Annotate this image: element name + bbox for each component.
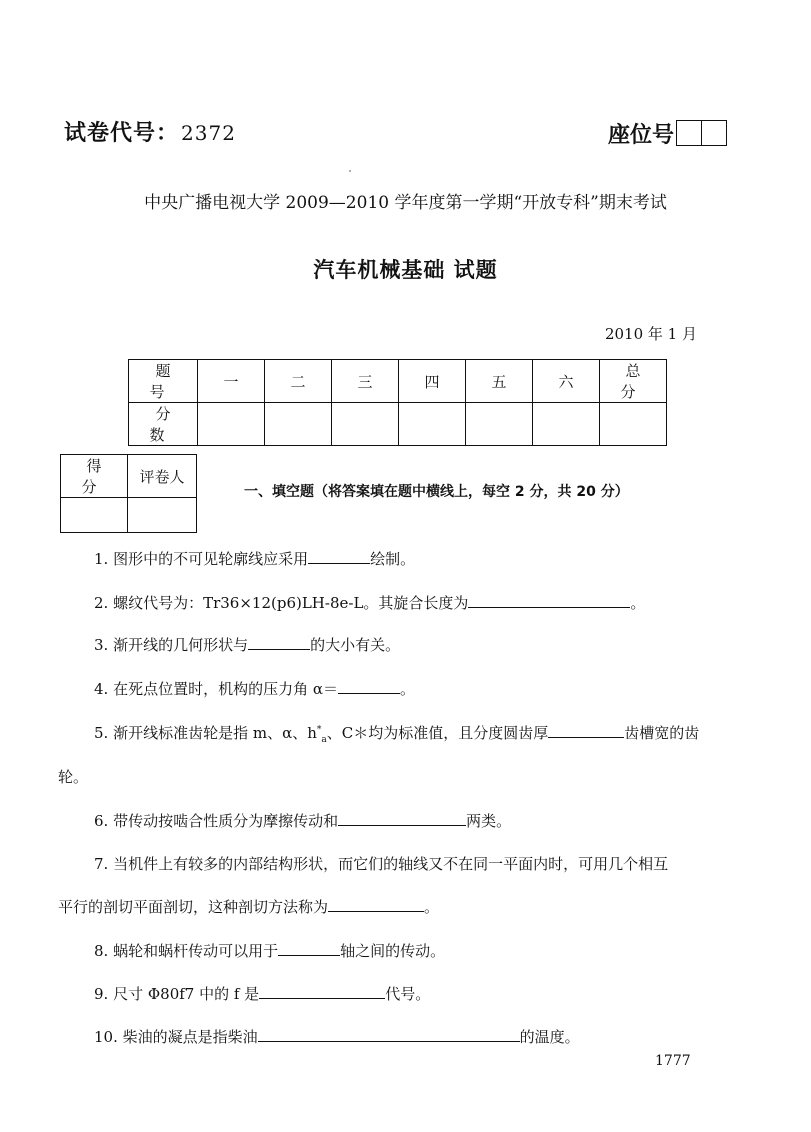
score-cell: 三 xyxy=(332,360,399,403)
question-7-continued xyxy=(58,896,439,917)
question-text: 2. 螺纹代号为：Tr36×12(p6)LH-8e-L。其旋合长度为 xyxy=(94,594,469,612)
grader-name-cell xyxy=(128,498,197,533)
exam-date: 2010 年 1 月 xyxy=(604,325,697,343)
question-text: 6. 带传动按啮合性质分为摩擦传动和 xyxy=(94,812,339,830)
grader-name-label: 评卷人 xyxy=(128,455,197,498)
answer-blank xyxy=(338,811,466,826)
question-text: 4. 在死点位置时，机构的压力角 α＝ xyxy=(94,680,338,698)
answer-blank xyxy=(468,593,630,608)
score-cell-empty xyxy=(198,403,265,446)
score-cell-empty xyxy=(466,403,533,446)
score-cell: 总 分 xyxy=(600,360,667,403)
grader-score-cell xyxy=(61,498,128,533)
question-text: 齿槽宽的齿 xyxy=(624,724,700,742)
question-4 xyxy=(94,678,415,699)
score-table-header-row xyxy=(129,360,667,403)
paper-code xyxy=(64,116,236,147)
question-6 xyxy=(94,810,511,831)
score-table xyxy=(128,359,667,446)
answer-blank xyxy=(258,1027,520,1042)
question-text: 。 xyxy=(399,680,415,698)
question-text: 1. 图形中的不可见轮廓线应采用 xyxy=(94,550,309,568)
grader-table-body xyxy=(61,498,197,533)
question-2 xyxy=(94,592,645,613)
subject-title: 汽车机械基础 试题 xyxy=(313,258,498,282)
score-cell: 五 xyxy=(466,360,533,403)
seat-box xyxy=(702,120,727,146)
question-10 xyxy=(94,1026,580,1047)
score-cell: 二 xyxy=(265,360,332,403)
question-text: 。 xyxy=(630,594,646,612)
question-text: 8. 蜗轮和蜗杆传动可以用于 xyxy=(94,942,279,960)
question-5 xyxy=(94,722,699,745)
question-3 xyxy=(94,634,400,655)
question-text: 平行的剖切平面剖切，这种剖切方法称为 xyxy=(58,898,329,916)
grader-table xyxy=(60,454,197,533)
question-text: 。 xyxy=(424,898,440,916)
score-cell: 四 xyxy=(399,360,466,403)
score-cell: 题 号 xyxy=(129,360,198,403)
score-cell: 一 xyxy=(198,360,265,403)
paper-code-label: 试卷代号： xyxy=(64,121,180,146)
question-text: 、C＊均为标准值，且分度圆齿厚 xyxy=(326,724,549,742)
score-cell: 六 xyxy=(533,360,600,403)
answer-blank xyxy=(278,941,340,956)
question-text: 5. 渐开线标准齿轮是指 m、α、h xyxy=(94,724,317,742)
score-cell-empty xyxy=(399,403,466,446)
question-text: 绘制。 xyxy=(370,550,416,568)
score-cell-empty xyxy=(265,403,332,446)
question-text: 9. 尺寸 Φ80f7 中的 f 是 xyxy=(94,985,260,1003)
answer-blank xyxy=(548,723,624,738)
score-table-score-row xyxy=(129,403,667,446)
seat-number-boxes xyxy=(676,120,727,146)
answer-blank xyxy=(259,984,385,999)
question-text: 的温度。 xyxy=(519,1028,580,1046)
speck xyxy=(349,170,351,172)
grader-table-header xyxy=(61,455,197,498)
seat-number-label: 座位号 xyxy=(608,123,675,148)
score-cell: 分 数 xyxy=(129,403,198,446)
seat-box xyxy=(676,120,702,146)
superscript: * xyxy=(316,725,322,735)
question-9 xyxy=(94,983,430,1004)
seat-number xyxy=(608,118,727,149)
question-text: 代号。 xyxy=(385,985,431,1003)
answer-blank xyxy=(248,635,310,650)
question-text: 10. 柴油的凝点是指柴油 xyxy=(94,1028,258,1046)
question-text: 轴之间的传动。 xyxy=(340,942,446,960)
paper-code-number: 2372 xyxy=(181,121,236,145)
page-number: 1777 xyxy=(655,1053,691,1069)
subscript: a xyxy=(321,735,327,745)
exam-title: 中央广播电视大学 2009—2010 学年度第一学期“开放专科”期末考试 xyxy=(144,193,667,213)
question-7: 7. 当机件上有较多的内部结构形状，而它们的轴线又不在同一平面内时，可用几个相互 xyxy=(94,855,669,873)
question-1 xyxy=(94,548,415,569)
answer-blank xyxy=(338,679,400,694)
question-text: 3. 渐开线的几何形状与 xyxy=(94,636,249,654)
question-text: 两类。 xyxy=(466,812,512,830)
answer-blank xyxy=(328,897,424,912)
section-1-title: 一、填空题（将答案填在题中横线上，每空 2 分，共 20 分） xyxy=(244,484,629,500)
score-cell-empty xyxy=(332,403,399,446)
score-cell-empty xyxy=(600,403,667,446)
question-text: 的大小有关。 xyxy=(310,636,401,654)
question-5-continued: 轮。 xyxy=(58,768,89,786)
answer-blank xyxy=(308,549,370,564)
grader-score-label: 得 分 xyxy=(61,455,128,498)
question-8 xyxy=(94,940,445,961)
score-cell-empty xyxy=(533,403,600,446)
